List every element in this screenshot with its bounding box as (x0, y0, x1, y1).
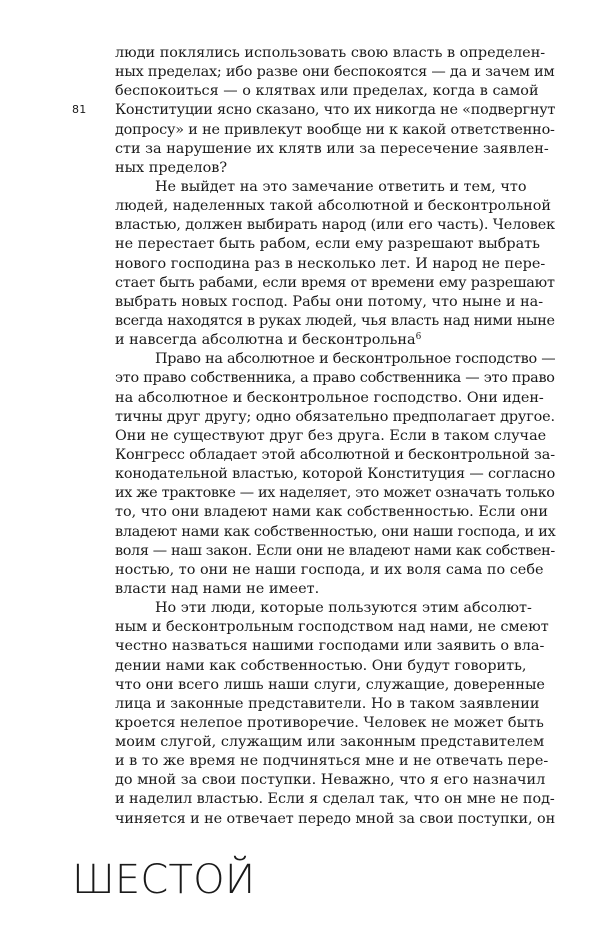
text-line (115, 331, 555, 350)
text-line (115, 599, 555, 618)
text-line (115, 657, 555, 676)
text-line (115, 503, 555, 522)
text-line (115, 542, 555, 561)
text-line (115, 810, 555, 829)
text-line (115, 752, 555, 771)
text-line-content: люди поклялись использовать свою власть в определен- (115, 45, 546, 61)
text-line-content: власти над нами не имеет. (115, 580, 320, 597)
text-line (115, 82, 555, 101)
text-line (115, 389, 555, 408)
text-line-content: допросу» и не привлекут вообще ни к какой ответственно- (115, 121, 555, 138)
text-line-content: не перестает быть рабом, если ему разрешают выбрать (115, 236, 540, 253)
text-line-content: что они всего лишь наши слуги, служащие, доверенные (115, 676, 545, 693)
text-line-content: Право на абсолютное и бесконтрольное господство — (155, 351, 556, 368)
text-line (115, 178, 555, 197)
text-line-content: ных пределов? (115, 159, 228, 176)
text-line (115, 618, 555, 637)
text-line (115, 197, 555, 216)
text-line-content: Конгресс обладает этой абсолютной и бесконтрольной за- (115, 446, 555, 463)
text-line (115, 293, 555, 312)
text-line (115, 465, 555, 484)
text-line-content: и в то же время не подчиняться мне и не отвечать пере- (115, 753, 549, 770)
text-line-content: конодательной властью, которой Конституция — согласно (115, 466, 556, 483)
text-line-content: дении нами как собственностью. Они будут говорить, (115, 657, 527, 674)
text-line (115, 369, 555, 388)
text-line-content: лица и законные представители. Но в таком заявлении (115, 695, 540, 712)
text-line (115, 312, 555, 331)
text-line (115, 121, 555, 140)
text-line (115, 408, 555, 427)
text-line-content: Но эти люди, которые пользуются этим абсолют- (155, 600, 532, 617)
text-line-content: Они не существуют друг без друга. Если в таком случае (115, 427, 547, 444)
text-line-content: нового господина раз в несколько лет. И народ не пере- (115, 255, 546, 272)
text-line (115, 274, 555, 293)
text-line-content: владеют нами как собственностью, они наши господа, и их (115, 523, 556, 540)
text-line-content: беспокоиться — о клятвах или пределах, когда в самой (115, 83, 539, 100)
text-line-content: моим слугой, служащим или законным представителем (115, 734, 545, 751)
text-line-content: властью, должен выбирать народ (или его часть). Человек (115, 217, 555, 234)
text-line (115, 733, 555, 752)
text-line-content: выбрать новых господ. Рабы они потому, что ныне и на- (115, 293, 544, 310)
text-line (115, 561, 555, 580)
text-line-content: стает быть рабами, если время от времени ему разрешают (115, 274, 555, 291)
text-line (115, 523, 555, 542)
text-line (115, 427, 555, 446)
text-line (115, 216, 555, 235)
text-line (115, 580, 555, 599)
text-line (115, 637, 555, 656)
text-line (115, 790, 555, 809)
text-line (115, 350, 555, 369)
footnote-marker: 6 (415, 332, 422, 343)
text-line-content: тичны друг другу; одно обязательно предполагает другое. (115, 408, 555, 425)
text-line-content: ных пределах; ибо разве они беспокоятся — да и зачем им (115, 64, 555, 81)
text-line-content: честно назваться нашими господами или заявить о вла- (115, 638, 545, 655)
text-line (115, 159, 555, 178)
text-line (115, 714, 555, 733)
page-number: 81 (72, 103, 87, 116)
text-line-content: Не выйдет на это замечание ответить и тем, что (155, 178, 527, 195)
text-line (115, 255, 555, 274)
text-line (115, 235, 555, 254)
text-line-content: на абсолютное и бесконтрольное господство. Они иден- (115, 389, 544, 406)
text-line-content: чиняется и не отвечает передо мной за свои поступки, он (115, 810, 556, 827)
text-line-content: до мной за свои поступки. Неважно, что я его назначил (115, 772, 546, 789)
text-line (115, 676, 555, 695)
text-line (115, 484, 555, 503)
text-line-content: Конституции ясно сказано, что их никогда не «подвергнут (115, 102, 556, 119)
text-line (115, 140, 555, 159)
text-line-content: это право собственника, а право собственника — это право (115, 370, 555, 387)
text-line-content: то, что они владеют нами как собственностью. Если они (115, 504, 548, 521)
text-line-content: сти за нарушение их клятв или за пересечение заявлен- (115, 140, 549, 157)
text-line-content: воля — наш закон. Если они не владеют нами как собствен- (115, 542, 555, 559)
text-line (115, 446, 555, 465)
text-line-content: и навсегда абсолютна и бесконтрольна (115, 332, 416, 349)
chapter-title: ШЕСТОЙ (72, 857, 256, 903)
text-line (115, 63, 555, 82)
text-line-content: ностью, то они не наши господа, и их воля сама по себе (115, 561, 544, 578)
text-line (115, 695, 555, 714)
text-line-content: всегда находятся в руках людей, чья власть над ними ныне (115, 312, 555, 329)
text-line (115, 771, 555, 790)
text-line-content: ным и бесконтрольным господством над нами, не смеют (115, 619, 549, 636)
text-line (115, 44, 555, 63)
text-line (115, 101, 555, 120)
text-line-content: и наделил властью. Если я сделал так, что он мне не под- (115, 791, 555, 808)
body-text (115, 44, 555, 829)
text-line-content: кроется нелепое противоречие. Человек не может быть (115, 714, 544, 731)
text-line-content: их же трактовке — их наделяет, это может означать только (115, 485, 555, 502)
text-line-content: людей, наделенных такой абсолютной и бесконтрольной (115, 198, 552, 215)
